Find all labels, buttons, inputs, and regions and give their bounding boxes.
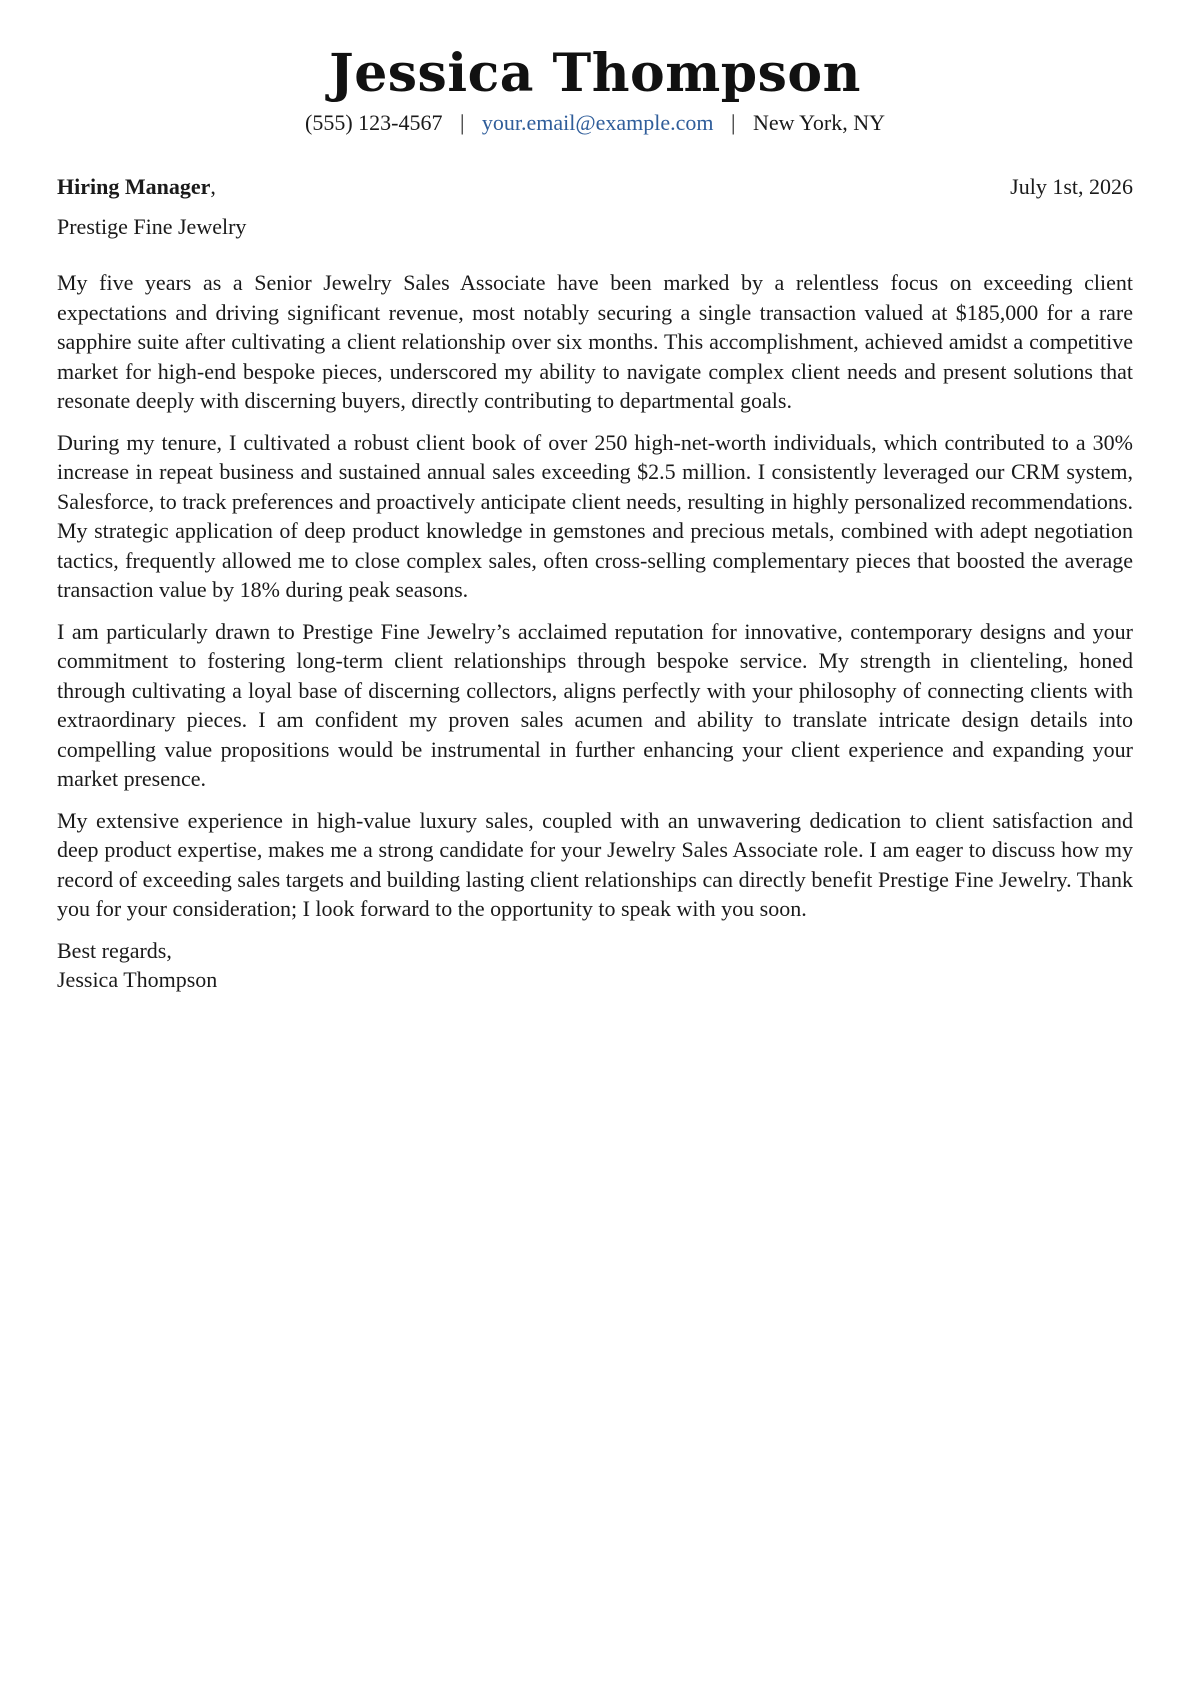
recipient-row — [57, 172, 1133, 202]
letter-body — [57, 268, 1133, 924]
body-paragraph: My five years as a Senior Jewelry Sales Associate have been marked by a relentless focus on exceeding client expectations and driving significant revenue, most notably securing a single transaction valued at $185,000 for a rare sapphire suite after cultivating a client relationship over six months. This accomplishment, achieved amidst a competitive market for high-end bespoke pieces, underscored my ability to navigate complex client needs and present solutions that resonate deeply with discerning buyers, directly contributing to departmental goals. — [57, 270, 1133, 413]
location: New York, NY — [752, 110, 885, 135]
body-paragraph: During my tenure, I cultivated a robust client book of over 250 high-net-worth individuals, which contributed to a 30% increase in repeat business and sustained annual sales exceeding $2.5 million. I consistently leveraged our CRM system, Salesforce, to track preferences and proactively anticipate client needs, resulting in highly personalized recommendations. My strategic application of deep product knowledge in gemstones and precious metals, combined with adept negotiation tactics, frequently allowed me to close complex sales, often cross-selling complementary pieces that boosted the average transaction value by 18% during peak seasons. — [57, 429, 1133, 602]
applicant-name: Jessica Thompson — [329, 43, 861, 104]
recipient-name-suffix: , — [210, 174, 216, 199]
phone-number: (555) 123-4567 — [305, 110, 443, 135]
body-paragraph: I am particularly drawn to Prestige Fine Jewelry’s acclaimed reputation for innovative, contemporary designs and your commitment to fostering long-term client relationships through bespoke service. My strength in clienteling, honed through cultivating a loyal base of discerning collectors, aligns perfectly with your philosophy of connecting clients with extraordinary pieces. I am confident my proven sales acumen and ability to translate intricate design details into compelling value propositions would be instrumental in further enhancing your client experience and expanding your market presence. — [57, 618, 1133, 791]
email-link[interactable]: your.email@example.com — [481, 110, 714, 135]
letter-closing — [57, 936, 1133, 995]
closing-salutation: Best regards, — [57, 937, 172, 963]
recipient-salutation — [57, 172, 216, 202]
contact-line — [57, 108, 1133, 138]
closing-signature: Jessica Thompson — [57, 967, 218, 992]
recipient-company: Prestige Fine Jewelry — [57, 214, 247, 239]
body-paragraph: My extensive experience in high-value luxury sales, coupled with an unwavering dedication to client satisfaction and deep product expertise, makes me a strong candidate for your Jewelry Sales Associate role. I am eager to discuss how my record of exceeding sales targets and building lasting client relationships can directly benefit Prestige Fine Jewelry. Thank you for your consideration; I look forward to the opportunity to speak with you soon. — [57, 807, 1133, 921]
letter-date: July 1st, 2026 — [1010, 174, 1133, 199]
contact-separator: | — [731, 110, 736, 135]
contact-separator: | — [460, 110, 465, 135]
recipient-name: Hiring Manager — [57, 174, 211, 199]
